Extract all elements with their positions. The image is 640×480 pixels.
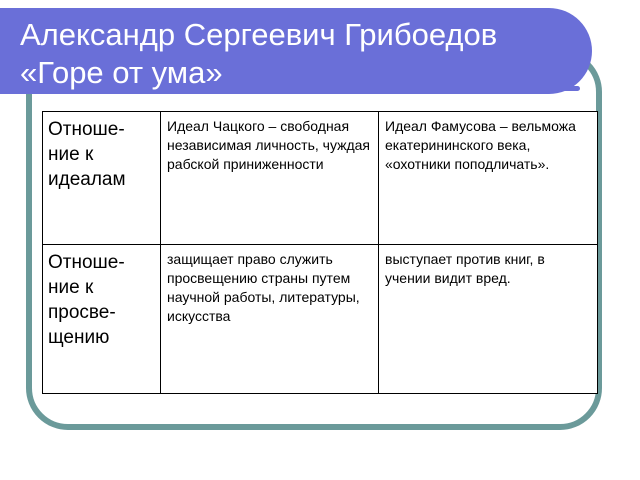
cell-chatsky-ideal: Идеал Чацкого – свободная независимая личность, чуждая рабской приниженности	[161, 112, 379, 245]
cell-famusov-enlightenment: выступает против книг, в учении видит вред.	[379, 245, 598, 394]
cell-chatsky-enlightenment: защищает право служить просвещению страны путем научной работы, литературы, искусства	[161, 245, 379, 394]
comparison-table	[42, 111, 598, 394]
title-line-author: Александр Сергеевич Грибоедов	[20, 17, 498, 52]
cell-famusov-ideal: Идеал Фамусова – вельможа екатерининского века, «охотники поподличать».	[379, 112, 598, 245]
row-header-enlightenment: Отноше-ние к просве-щению	[43, 245, 161, 394]
table-row	[43, 245, 598, 394]
row-header-ideals: Отноше-ние к идеалам	[43, 112, 161, 245]
title-line-work: «Горе от ума»	[20, 55, 223, 90]
slide-title	[20, 16, 497, 92]
table-row	[43, 112, 598, 245]
